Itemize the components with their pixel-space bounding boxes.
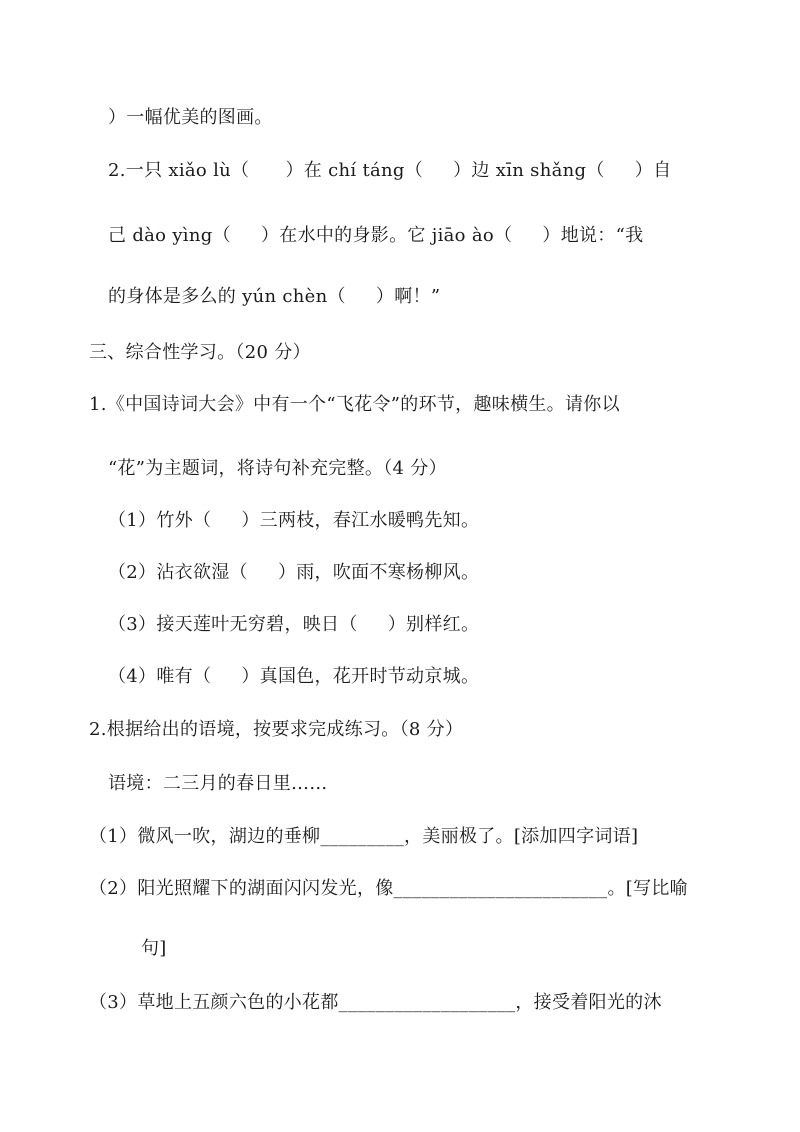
text-line-1: ）一幅优美的图画。 <box>108 107 273 128</box>
exercise-2: （2）阳光照耀下的湖面闪闪发光，像_______________________。[写比喻 <box>89 878 688 899</box>
question-2: 2.根据给出的语境，按要求完成练习。（8 分） <box>89 719 464 740</box>
question-1: 1.《中国诗词大会》中有一个“飞花令”的环节，趣味横生。请你以 <box>89 394 620 415</box>
context-line: 语境：二三月的春日里…… <box>108 773 328 794</box>
poem-item-2: （2）沾衣欲湿（ ）雨，吹面不寒杨柳风。 <box>108 562 480 583</box>
section-heading: 三、综合性学习。（20 分） <box>89 342 311 363</box>
text-line-2: 2.一只 xiǎo lù（ ）在 chí táng（ ）边 xīn shǎng（ ）自 <box>108 160 672 181</box>
exercise-1: （1）微风一吹，湖边的垂柳_________，美丽极了。[添加四字词语] <box>89 826 639 847</box>
text-line-3: 己 dào yìng（ ）在水中的身影。它 jiāo ào（ ）地说：“我 <box>108 225 644 246</box>
text-line-4: 的身体是多么的 yún chèn（ ）啊！” <box>108 286 441 307</box>
exercise-3: （3）草地上五颜六色的小花都___________________，接受着阳光的沐 <box>89 992 662 1013</box>
poem-item-1: （1）竹外（ ）三两枝，春江水暖鸭先知。 <box>108 510 480 531</box>
poem-item-4: （4）唯有（ ）真国色，花开时节动京城。 <box>108 666 480 687</box>
question-1-cont: “花”为主题词，将诗句补充完整。（4 分） <box>108 458 447 479</box>
exercise-2-cont: 句] <box>141 938 167 959</box>
poem-item-3: （3）接天莲叶无穷碧，映日（ ）别样红。 <box>108 614 480 635</box>
